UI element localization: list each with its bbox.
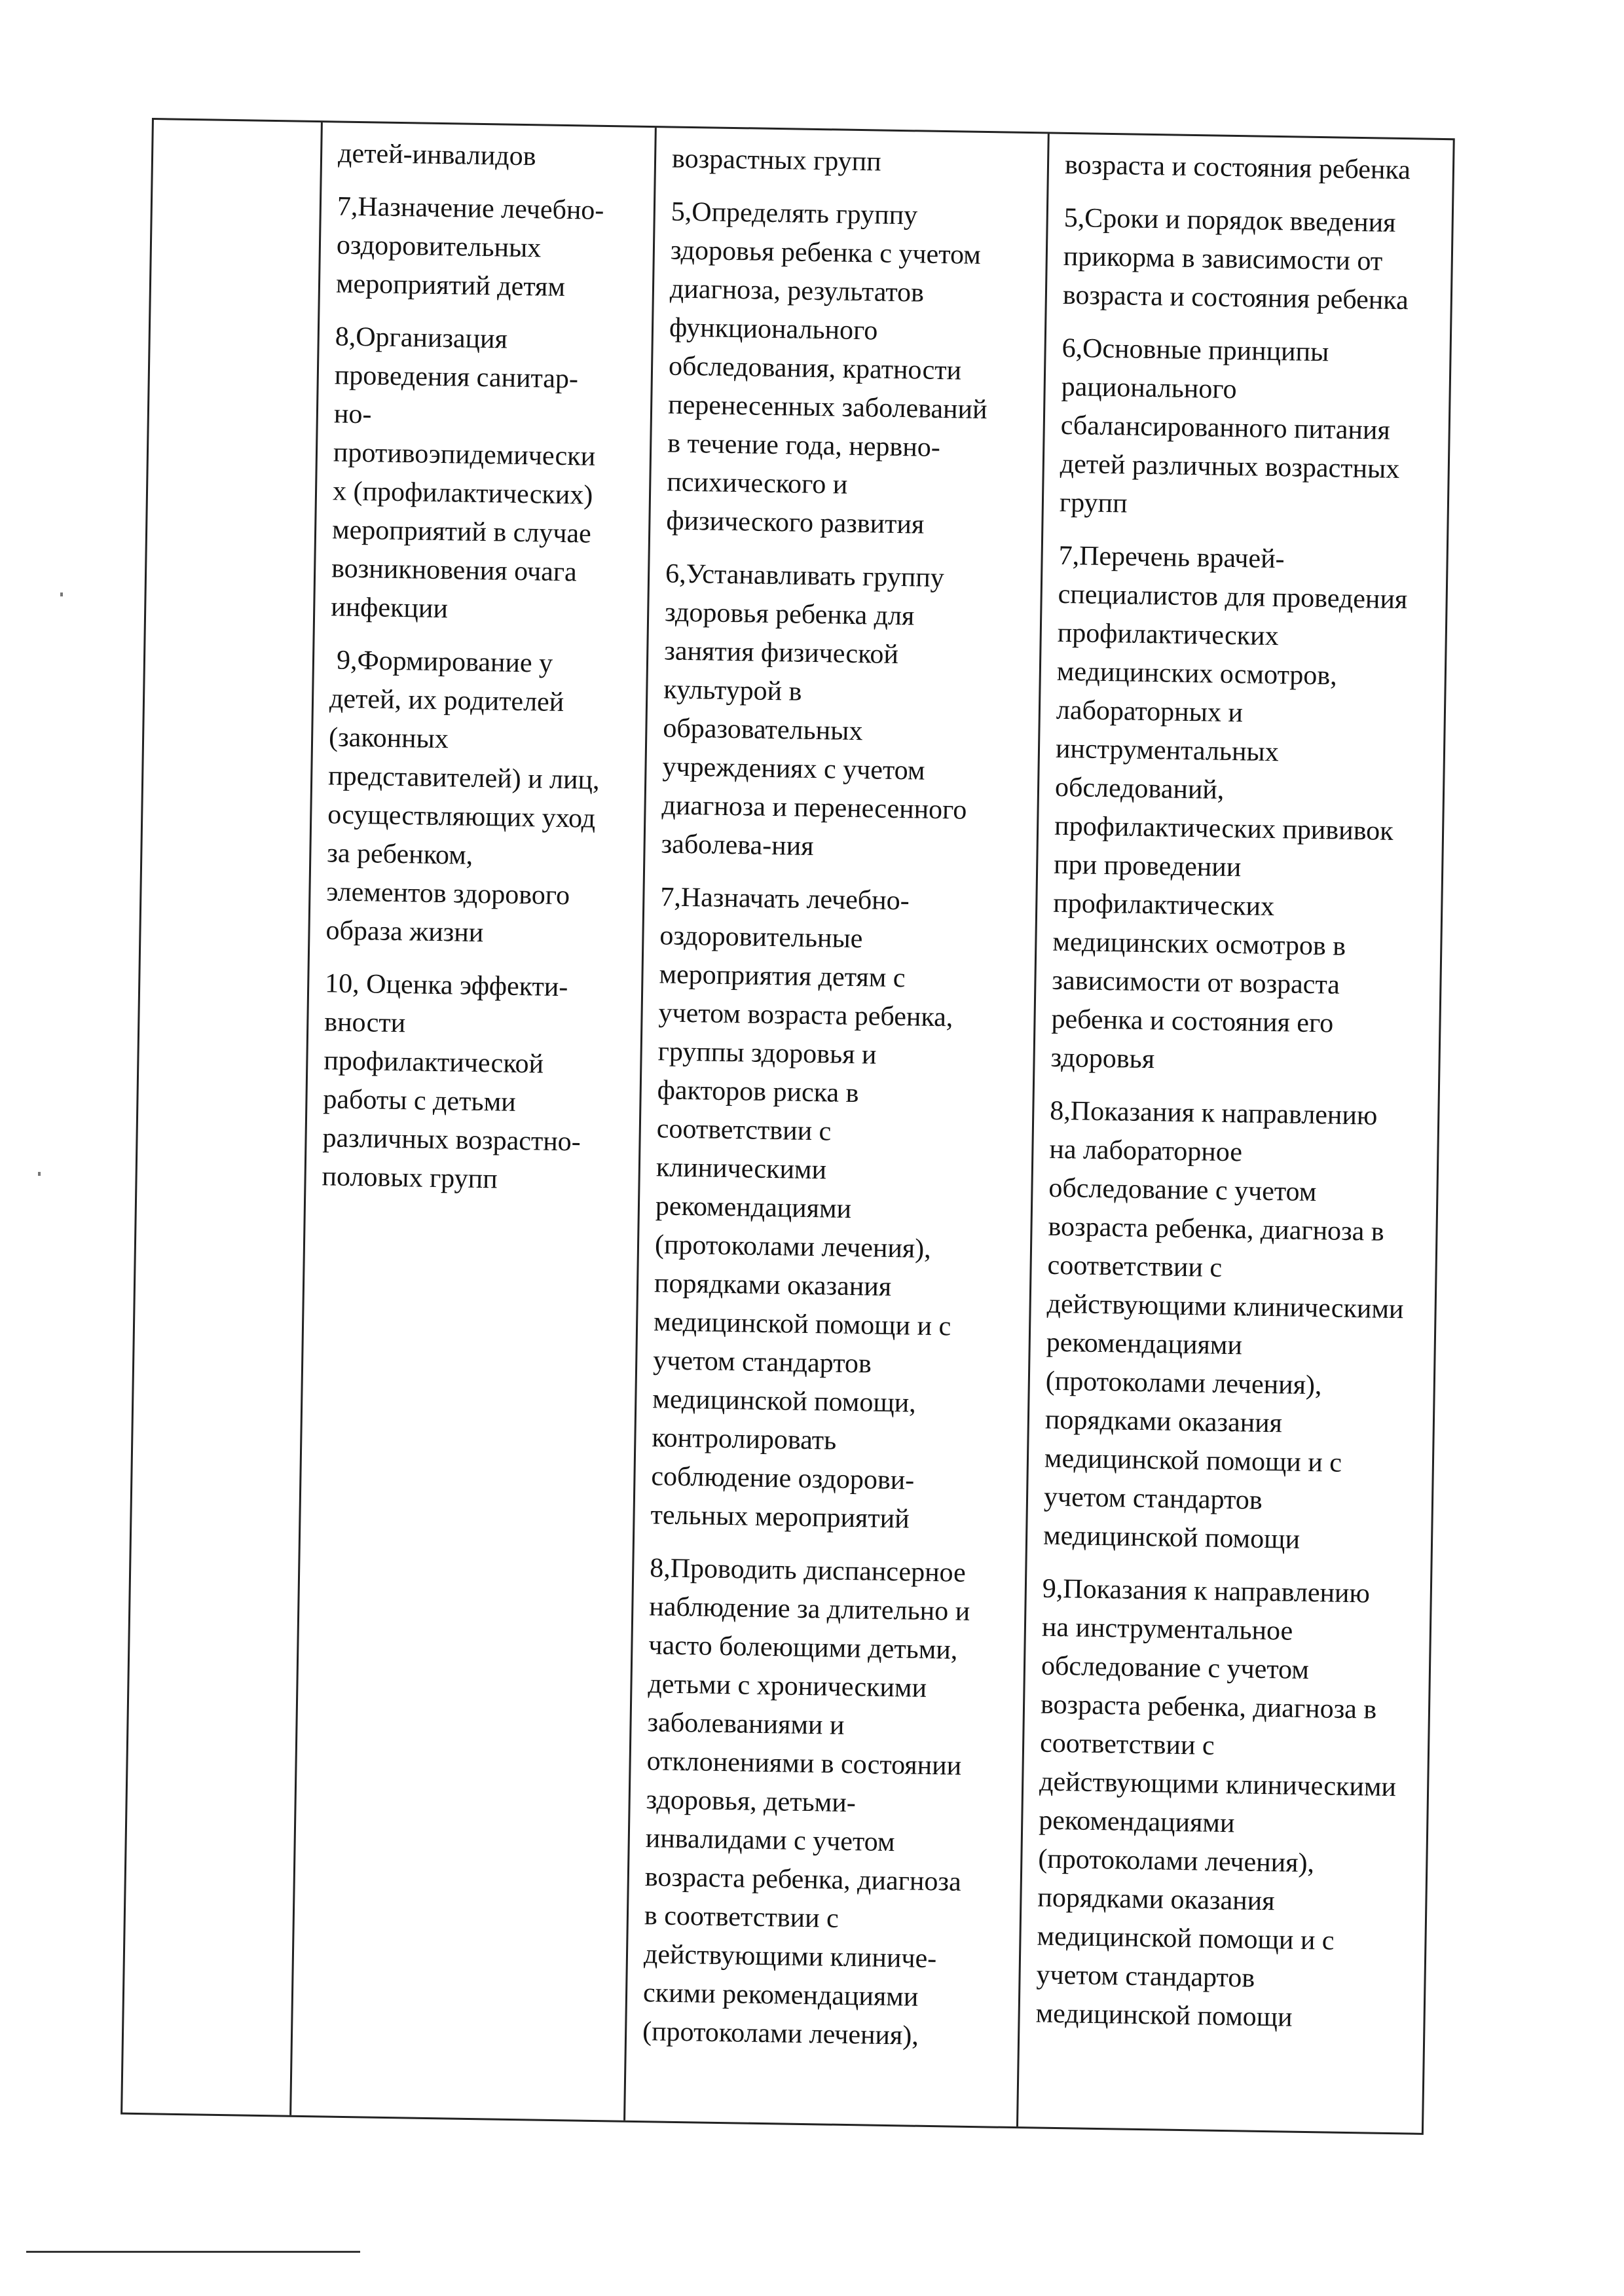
cell-text: детей-инвалидов [337,138,536,172]
column-required-knowledge [1021,146,1454,2054]
cell-text: 7,Перечень врачей- специалистов для проведения профилактических медицинских осмотров, лабораторных и инструментальных обследований, профилактических прививок при проведении профилактических медицинских осмотров в зависимости от возраста ребенка и состояния его здоровья [1050,540,1408,1075]
cell-text: 7,Назначение лечебно- оздоровительных мероприятий детям [335,191,604,302]
cell-text: 8,Организация проведения санитар- но- противоэпидемически х (профилактических) мероприятий в случае возникновения очага инфекции [330,321,596,625]
scan-speck [38,1172,41,1176]
cell-text: 8,Проводить диспансерное наблюдение за длительно и часто болеющими детьми, детьми с хроническими заболеваниями и отклонениями в состоянии здоровья, детьми- инвалидами с учетом возраста ребенка, диагноза в соответствии с действующими клиниче- скими рекомендациями (протоколами лечения), [642,1553,970,2051]
cell-text: 7,Назначать лечебно- оздоровительные мероприятия детям с учетом возраста ребенка, группы здоровья и факторов риска в соответствии с клиническими рекомендациями (протоколами лечения), порядками оказания медицинской помощи и с учетом стандартов медицинской помощи, контролировать соблюдение оздорови- тельных мероприятий [650,882,953,1535]
cell-text: 8,Показания к направлению на лабораторное обследование с учетом возраста ребенка, диагноза в соответствии с действующими клиническими рекомендациями (протоколами лечения), порядками оказания медицинской помощи и с учетом стандартов медицинской помощи [1043,1095,1404,1555]
cell-text: 5,Сроки и порядок введения прикорма в зависимости от возраста и состояния ребенка [1062,202,1409,316]
cell-text: 5,Определять группу здоровья ребенка с учетом диагноза, результатов функционального обследования, кратности перенесенных заболеваний в течение года, нервно- психического и физического развития [666,196,987,540]
cell-text: 6,Устанавливать группу здоровья ребенка для занятия физической культурой в образовательных учреждениях с учетом диагноза и перенесенного заболева-ния [661,558,967,862]
cell-text: 6,Основные принципы рационального сбалансированного питания детей различных возрастных групп [1059,333,1400,519]
cell-text: возрастных групп [671,143,882,177]
footer-rule [26,2251,360,2253]
scan-speck [60,592,63,596]
table-wrapper [120,118,1455,2135]
column-labor-actions [307,134,652,1216]
cell-text: возраста и состояния ребенка [1064,149,1411,186]
competency-table [120,118,1455,2135]
column-required-skills [627,139,1044,2071]
cell-text: 9,Формирование у детей, их родителей (законных представителей) и лиц, осуществляющих уход за ребенком, элементов здорового образа жизни [325,645,600,949]
cell-text: 10, Оценка эффекти- вности профилактической работы с детьми различных возрастно- половых групп [322,968,581,1195]
cell-text: 9,Показания к направлению на инструментальное обследование с учетом возраста ребенка, диагноза в соответствии с действующими клиническими рекомендациями (протоколами лечения), порядками оказания медицинской помощи и с учетом стандартов медицинской помощи [1035,1573,1397,2033]
